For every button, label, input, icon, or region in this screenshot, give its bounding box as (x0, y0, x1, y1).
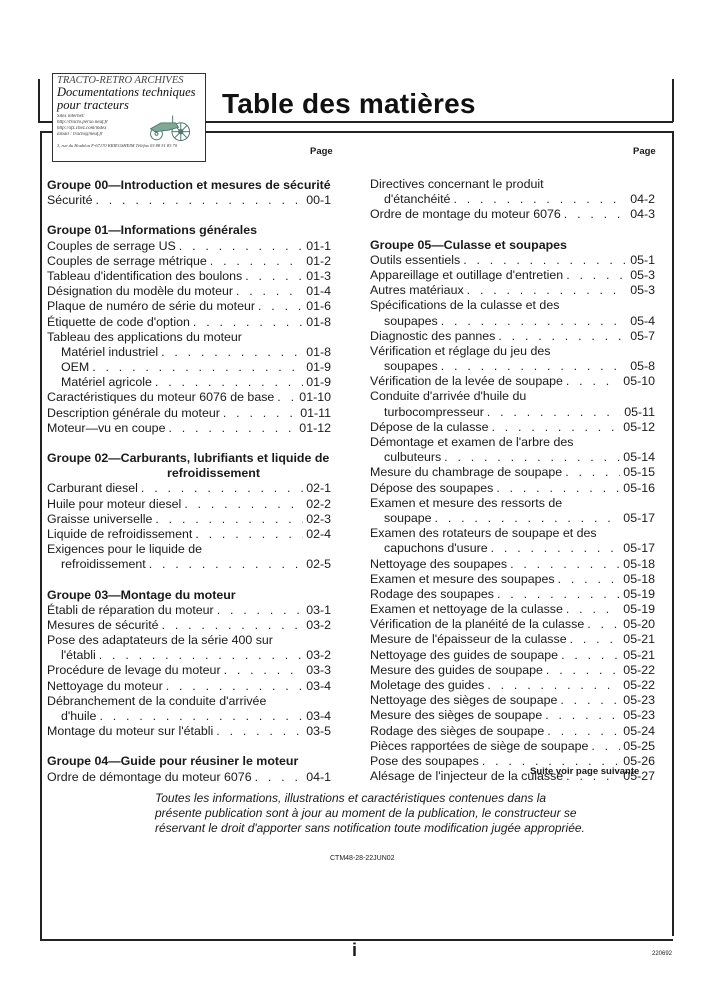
toc-entry[interactable] (370, 329, 655, 344)
toc-entry-page: 05-19 (623, 586, 655, 601)
dot-leader (493, 481, 620, 496)
dot-leader (214, 603, 304, 618)
toc-group-heading: Groupe 05—Culasse et soupapes (370, 237, 567, 252)
toc-entry-label: Carburant diesel (47, 481, 138, 496)
logo-site-1[interactable]: http://tracto.perso.neuf.fr (57, 120, 108, 125)
toc-entry-label: Vérification de la levée de soupape (370, 374, 563, 389)
dot-leader (158, 345, 303, 360)
dot-leader (252, 770, 304, 785)
toc-entry[interactable] (47, 390, 331, 405)
toc-entry-page: 03-4 (306, 709, 331, 723)
dot-leader (432, 511, 621, 526)
dot-leader (159, 618, 304, 633)
dot-leader (563, 602, 620, 617)
toc-entry-page: 01-2 (306, 253, 331, 268)
toc-entry-page: 01-9 (306, 375, 331, 390)
toc-entry-page: 05-25 (623, 738, 655, 753)
toc-entry-label: l'établi (61, 648, 96, 663)
section-gap (47, 208, 331, 223)
toc-entry-title: Pose des adaptateurs de la série 400 sur (47, 633, 273, 648)
toc-entry-label: Outils essentiels (370, 252, 461, 267)
toc-entry[interactable] (47, 648, 331, 663)
content-frame-left (40, 131, 42, 940)
toc-entry-page: 05-17 (623, 510, 655, 525)
toc-entry[interactable] (47, 299, 331, 314)
toc-entry-label: Pièces rapportées de siège de soupape (370, 738, 589, 753)
toc-entry-title: Spécifications de la culasse et des (370, 298, 560, 313)
dot-leader (488, 541, 621, 556)
toc-entry-page: 01-9 (306, 360, 331, 375)
toc-entry-page: 03-3 (306, 663, 331, 678)
toc-entry-page: 05-3 (630, 267, 655, 282)
dot-leader (176, 239, 303, 254)
toc-entry[interactable] (370, 511, 655, 526)
logo-contact-block (57, 114, 139, 142)
toc-entry-title: Directives concernant le produit (370, 177, 544, 191)
page-column-header-left: Page (310, 146, 333, 157)
dot-leader (207, 254, 303, 269)
dot-leader (507, 557, 620, 572)
toc-entry[interactable] (47, 406, 331, 421)
toc-entry[interactable] (47, 375, 331, 390)
dot-leader (557, 693, 620, 708)
toc-entry[interactable] (47, 345, 331, 360)
toc-entry[interactable] (47, 284, 331, 299)
toc-entry[interactable] (47, 512, 331, 527)
toc-entry-label: soupape (384, 510, 432, 525)
toc-entry[interactable] (370, 617, 655, 632)
toc-entry-label: turbocompresseur (384, 404, 484, 419)
toc-entry-page: 05-7 (630, 328, 655, 343)
toc-entry[interactable] (370, 481, 655, 496)
continued-note: Suite voir page suivante (530, 766, 640, 777)
toc-entry-page: 02-3 (306, 511, 331, 526)
dot-leader (92, 193, 303, 208)
header-frame-left (38, 79, 40, 122)
toc-entry[interactable] (47, 770, 331, 785)
toc-entry-label: refroidissement (61, 557, 146, 572)
toc-entry-page: 05-11 (624, 404, 655, 419)
dot-leader (555, 572, 621, 587)
toc-entry-page: 01-6 (306, 299, 331, 314)
dot-leader (274, 390, 296, 405)
toc-entry-label: Examen et mesure des soupapes (370, 571, 555, 586)
toc-entry-title: Débranchement de la conduite d'arrivée (47, 693, 267, 708)
toc-entry-label: Diagnostic des pannes (370, 328, 496, 343)
toc-entry-label: culbuteurs (384, 450, 442, 465)
dot-leader (567, 632, 621, 647)
toc-entry[interactable] (370, 405, 655, 420)
toc-entry[interactable] (370, 207, 655, 222)
tracto-retro-logo (52, 73, 206, 162)
dot-leader (460, 253, 627, 268)
toc-entry[interactable] (47, 239, 331, 254)
toc-group-heading: Groupe 02—Carburants, lubrifiants et liquide de (47, 451, 330, 465)
toc-entry-label: Couples de serrage US (47, 238, 176, 253)
toc-entry[interactable] (370, 314, 655, 329)
toc-entry-page: 05-1 (630, 252, 655, 267)
dot-leader (190, 315, 303, 330)
dot-leader (563, 374, 620, 389)
toc-entry-label: Dépose de la culasse (370, 419, 489, 434)
toc-entry[interactable] (47, 497, 331, 512)
toc-entry-label: Ordre de démontage du moteur 6076 (47, 769, 252, 784)
toc-entry-page: 03-2 (306, 617, 331, 632)
toc-right-column (370, 177, 655, 784)
toc-entry-label: Procédure de levage du moteur (47, 663, 221, 678)
toc-entry-title: Conduite d'arrivée d'huile du (370, 389, 527, 404)
logo-brand: TRACTO-RETRO ARCHIVES (57, 75, 184, 86)
toc-entry[interactable] (370, 557, 655, 572)
toc-entry[interactable] (370, 663, 655, 678)
toc-entry-page: 03-5 (306, 724, 331, 739)
toc-entry-title: Examen et mesure des ressorts de (370, 495, 563, 510)
toc-entry-page: 05-18 (623, 571, 655, 586)
section-gap (370, 223, 655, 238)
toc-entry-page: 01-8 (306, 314, 331, 329)
toc-entry-page: 01-4 (306, 284, 331, 299)
toc-entry-label: Matériel industriel (61, 344, 159, 359)
toc-entry[interactable] (370, 587, 655, 602)
dot-leader (146, 557, 303, 572)
toc-entry-page: 05-21 (623, 632, 655, 647)
toc-entry-label: Étiquette de code d'option (47, 314, 190, 329)
toc-entry[interactable] (47, 421, 331, 436)
toc-group-heading: Groupe 00—Introduction et mesures de sécurité (47, 178, 331, 192)
toc-entry-label: Vérification de la planéité de la culasse (370, 617, 585, 632)
toc-entry-page: 05-23 (623, 693, 655, 708)
toc-entry-label: d'huile (61, 709, 97, 723)
toc-entry-label: Dépose des soupapes (370, 480, 494, 495)
toc-entry[interactable] (370, 359, 655, 374)
dot-leader (563, 268, 627, 283)
dot-leader (441, 450, 620, 465)
toc-entry-label: OEM (61, 360, 90, 375)
toc-entry[interactable] (370, 450, 655, 465)
logo-sites-label: Sites internet: (57, 114, 85, 119)
toc-entry[interactable] (47, 527, 331, 542)
toc-entry-page: 05-22 (623, 662, 655, 677)
toc-group-heading: refroidissement (167, 466, 260, 481)
page-number: i (352, 940, 358, 960)
dot-leader (584, 617, 620, 632)
logo-email[interactable]: Email : tracto@neuf.fr (57, 132, 103, 137)
section-gap (47, 573, 331, 588)
toc-entry-label: capuchons d'usure (384, 541, 488, 556)
toc-entry-title: Examen des rotateurs de soupape et des (370, 526, 597, 541)
toc-entry[interactable] (47, 254, 331, 269)
toc-group-heading: Groupe 03—Montage du moteur (47, 587, 236, 602)
toc-entry-page: 05-20 (623, 617, 655, 632)
dot-leader (544, 724, 620, 739)
toc-entry-label: Nettoyage des sièges de soupape (370, 693, 558, 708)
toc-entry-page: 05-4 (630, 313, 655, 328)
toc-entry-label: Rodage des sièges de soupape (370, 723, 545, 738)
toc-entry-label: Moteur—vu en coupe (47, 420, 166, 435)
dot-leader (163, 679, 303, 694)
toc-entry-page: 04-3 (630, 207, 655, 222)
toc-entry-page: 05-26 (623, 753, 655, 768)
toc-entry[interactable] (370, 648, 655, 663)
toc-entry-label: Examen et nettoyage de la culasse (370, 602, 563, 617)
toc-entry-label: Alésage de l'injecteur de la culasse (370, 769, 564, 784)
dot-leader (152, 375, 303, 390)
toc-entry-label: Sécurité (47, 193, 93, 208)
dot-leader (494, 587, 620, 602)
toc-entry[interactable] (370, 268, 655, 283)
toc-group-heading: Groupe 01—Informations générales (47, 223, 258, 238)
toc-entry-label: Mesure de l'épaisseur de la culasse (370, 632, 567, 647)
toc-entry-title: Exigences pour le liquide de (47, 542, 202, 557)
dot-leader (220, 406, 297, 421)
dot-leader (152, 512, 303, 527)
toc-entry-label: Nettoyage des guides de soupape (370, 647, 559, 662)
dot-leader (242, 269, 303, 284)
toc-entry-label: d'étanchéité (384, 192, 451, 207)
toc-entry-page: 04-2 (630, 192, 655, 207)
section-gap (47, 739, 331, 754)
dot-leader (450, 192, 627, 207)
toc-entry-label: Montage du moteur sur l'établi (47, 724, 214, 739)
toc-entry-label: Liquide de refroidissement (47, 526, 193, 541)
toc-entry-label: Nettoyage des soupapes (370, 556, 508, 571)
toc-entry[interactable] (370, 420, 655, 435)
toc-entry-label: soupapes (384, 313, 438, 328)
toc-entry-page: 05-3 (630, 283, 655, 298)
logo-site-2[interactable]: http://sfz.chez.com/index (57, 126, 107, 131)
toc-entry-label: Mesure des guides de soupape (370, 662, 543, 677)
dot-leader (484, 405, 621, 420)
dot-leader (542, 708, 620, 723)
toc-entry-label: Désignation du modèle du moteur (47, 284, 233, 299)
toc-entry-title: Vérification et réglage du jeu des (370, 343, 551, 358)
toc-entry-page: 05-8 (630, 359, 655, 374)
toc-left-column (47, 178, 331, 785)
toc-entry-label: Mesure du chambrage de soupape (370, 465, 563, 480)
dot-leader (562, 465, 620, 480)
toc-entry[interactable] (370, 374, 655, 389)
page-column-header-right: Page (633, 146, 656, 157)
toc-entry[interactable] (370, 602, 655, 617)
toc-entry-page: 01-8 (306, 344, 331, 359)
toc-entry-page: 05-19 (623, 602, 655, 617)
dot-leader (438, 359, 627, 374)
toc-entry[interactable] (370, 724, 655, 739)
toc-entry-label: Huile pour moteur diesel (47, 496, 182, 511)
toc-entry-title: Tableau des applications du moteur (47, 329, 242, 344)
dot-leader (588, 739, 620, 754)
toc-entry[interactable] (47, 193, 331, 208)
toc-entry-page: 01-3 (306, 268, 331, 283)
disclaimer-notice: Toutes les informations, illustrations et caractéristiques contenues dans la présente publication sont à jour au moment de la publication, le constructeur se réservant le droit d'apporter sans notification toute modification jugée appropriée. (155, 791, 585, 835)
toc-entry[interactable] (47, 603, 331, 618)
logo-lower-block (57, 114, 202, 142)
toc-entry-page: 05-24 (623, 723, 655, 738)
section-gap (47, 436, 331, 451)
dot-leader (221, 663, 304, 678)
dot-leader (255, 299, 303, 314)
dot-leader (558, 648, 620, 663)
toc-entry-label: Matériel agricole (61, 375, 152, 390)
toc-entry[interactable] (370, 739, 655, 754)
toc-entry-label: Autres matériaux (370, 283, 464, 298)
toc-entry-label: Ordre de montage du moteur 6076 (370, 207, 561, 222)
toc-entry-label: Appareillage et outillage d'entretien (370, 267, 564, 282)
toc-entry-page: 01-1 (306, 238, 331, 253)
toc-entry-label: Rodage des soupapes (370, 586, 495, 601)
toc-entry[interactable] (370, 572, 655, 587)
dot-leader (165, 421, 296, 436)
dot-leader (488, 420, 620, 435)
dot-leader (543, 663, 620, 678)
toc-entry-page: 02-2 (306, 496, 331, 511)
dot-leader (138, 481, 303, 496)
dot-leader (181, 497, 303, 512)
toc-group-heading: Groupe 04—Guide pour réusiner le moteur (47, 754, 299, 769)
toc-entry-label: Mesure des sièges de soupape (370, 708, 543, 723)
logo-tagline-line1: Documentations techniques (57, 85, 196, 99)
dot-leader (464, 283, 628, 298)
content-frame-right (672, 131, 674, 936)
toc-entry-page: 03-1 (306, 602, 331, 617)
dot-leader (561, 207, 627, 222)
toc-entry-page: 05-18 (623, 556, 655, 571)
toc-entry-label: soupapes (384, 359, 438, 374)
toc-entry-page: 05-27 (623, 769, 655, 784)
toc-entry-page: 05-22 (623, 678, 655, 692)
dot-leader (438, 314, 627, 329)
toc-entry-page: 03-2 (306, 648, 331, 663)
toc-entry[interactable] (47, 618, 331, 633)
toc-entry-label: Plaque de numéro de série du moteur (47, 299, 256, 314)
dot-leader (192, 527, 303, 542)
toc-entry-page: 05-14 (623, 450, 655, 465)
date-code: 220692 (652, 951, 673, 957)
toc-entry-page: 00-1 (306, 193, 331, 208)
toc-entry-page: 05-10 (623, 374, 655, 389)
toc-entry[interactable] (47, 679, 331, 694)
page-title: Table des matières (222, 88, 476, 119)
toc-entry-label: Description générale du moteur (47, 405, 220, 420)
toc-entry[interactable] (370, 693, 655, 708)
logo-tagline-line2: pour tracteurs (57, 98, 129, 112)
toc-entry[interactable] (370, 632, 655, 647)
toc-entry[interactable] (47, 269, 331, 284)
tractor-icon (139, 114, 199, 142)
header-frame-right (672, 79, 674, 122)
toc-entry-page: 03-4 (306, 678, 331, 693)
toc-entry-page: 05-15 (623, 465, 655, 480)
toc-entry-page: 05-21 (623, 647, 655, 662)
toc-entry[interactable] (47, 724, 331, 739)
dot-leader (233, 284, 303, 299)
dot-leader (89, 360, 303, 375)
toc-entry[interactable] (47, 663, 331, 678)
toc-entry[interactable] (370, 541, 655, 556)
toc-entry[interactable] (370, 465, 655, 480)
toc-entry-page: 01-12 (299, 420, 331, 435)
document-reference: CTM48-28-22JUN02 (330, 855, 395, 862)
toc-entry-page: 01-10 (299, 390, 331, 405)
toc-entry[interactable] (370, 192, 655, 207)
toc-entry-page: 04-1 (306, 769, 331, 784)
toc-entry-page: 05-17 (623, 541, 655, 556)
toc-entry-label: Graisse universelle (47, 511, 153, 526)
toc-entry-label: Établi de réparation du moteur (47, 602, 214, 617)
dot-leader (495, 329, 627, 344)
toc-entry-label: Nettoyage du moteur (47, 678, 163, 693)
toc-entry-label: Tableau d'identification des boulons (47, 268, 243, 283)
toc-entry-label: Pose des soupapes (370, 753, 479, 768)
toc-entry-label: Caractéristiques du moteur 6076 de base (47, 390, 275, 405)
toc-entry-page: 01-11 (300, 405, 331, 420)
toc-entry-page: 05-12 (623, 419, 655, 434)
toc-entry-title: Démontage et examen de l'arbre des (370, 435, 574, 449)
toc-entry-label: Couples de serrage métrique (47, 253, 207, 268)
toc-entry[interactable] (370, 253, 655, 268)
toc-entry[interactable] (47, 709, 331, 724)
dot-leader (213, 724, 303, 739)
toc-entry[interactable] (47, 360, 331, 375)
toc-entry[interactable] (47, 481, 331, 496)
toc-entry-page: 02-1 (306, 481, 331, 496)
toc-entry-page: 05-23 (623, 708, 655, 723)
toc-entry[interactable] (370, 678, 655, 693)
dot-leader (484, 678, 620, 693)
dot-leader (96, 648, 303, 663)
toc-entry-page: 05-16 (623, 480, 655, 495)
dot-leader (96, 709, 303, 724)
toc-entry-label: Mesures de sécurité (47, 617, 159, 632)
toc-entry-page: 02-4 (306, 526, 331, 541)
toc-entry[interactable] (47, 557, 331, 572)
toc-entry[interactable] (47, 315, 331, 330)
toc-entry[interactable] (370, 708, 655, 723)
toc-entry[interactable] (370, 283, 655, 298)
toc-entry-label: Moletage des guides (370, 678, 485, 692)
logo-address: 3, rue du Houblon F-67170 KRIEGSHEIM Téléfax 03 88 51 83 70 (57, 143, 177, 148)
toc-entry-page: 02-5 (306, 557, 331, 572)
